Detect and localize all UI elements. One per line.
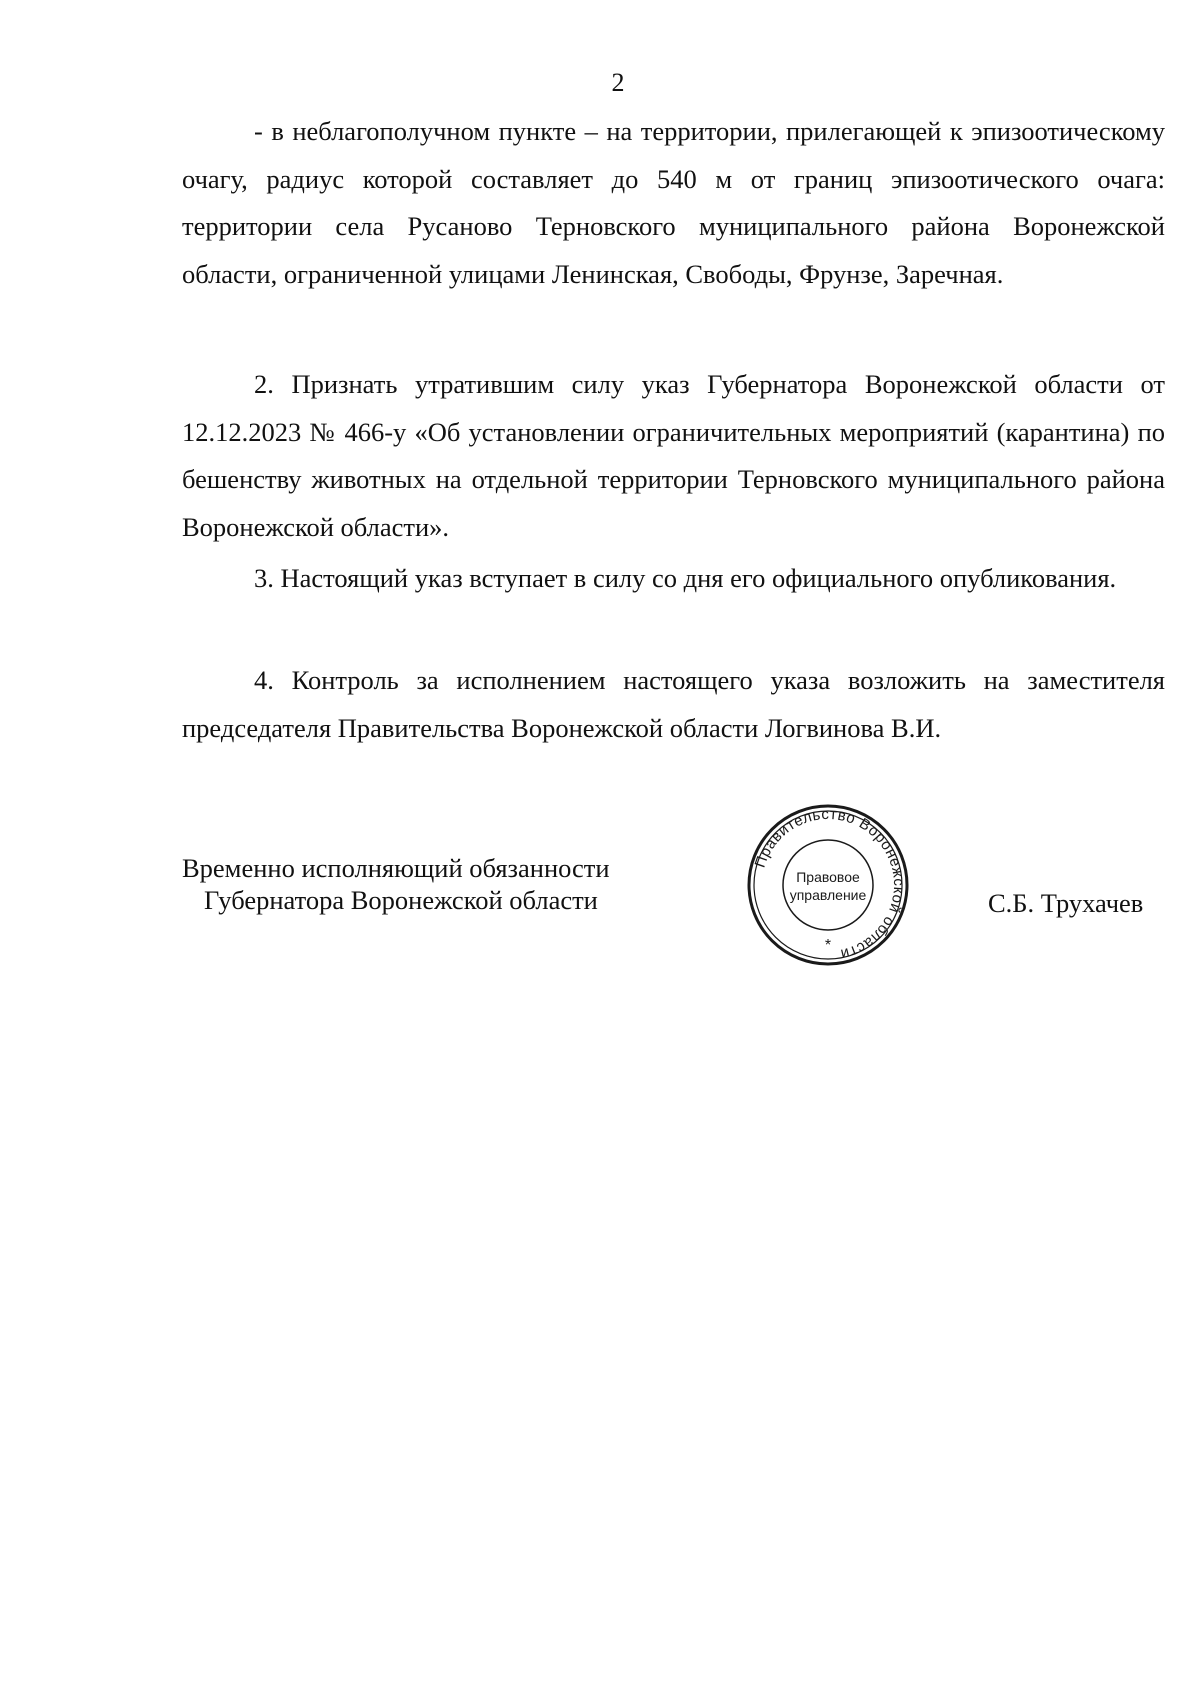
paragraph-entry-into-force: 3. Настоящий указ вступает в силу со дня его официального опубликования. — [254, 563, 1117, 593]
stamp-center-line1: Правовое — [796, 869, 860, 885]
signatory-title-line2: Губернатора Воронежской области — [204, 885, 598, 915]
stamp-ring-text: Правительство Воронежской области — [751, 805, 908, 963]
signatory-title — [182, 852, 652, 916]
page-number: 2 — [611, 68, 625, 97]
stamp-star: * — [824, 937, 832, 954]
signatory-title-line1: Временно исполняющий обязанности — [182, 853, 610, 883]
official-seal-stamp — [746, 803, 910, 967]
stamp-center-line2: управление — [789, 887, 867, 903]
paragraph-control: 4. Контроль за исполнением настоящего указа возложить на заместителя председателя Правительства Воронежской области Логвинова В.И. — [182, 665, 1165, 743]
paragraph-territory: - в неблагополучном пункте – на территории, прилегающей к эпизоотическому очагу, радиус которой составляет до 540 м от границ эпизоотического очага: территории села Русаново Терновского муниципального района Воронежской области, ограниченной улицами Ленинская, Свободы, Фрунзе, Заречная. — [182, 116, 1165, 289]
paragraph-repeal: 2. Признать утратившим силу указ Губернатора Воронежской области от 12.12.2023 № 466-у «Об установлении ограничительных мероприятий (карантина) по бешенству животных на отдельной территории Терновского муниципального района Воронежской области». — [182, 369, 1165, 542]
signatory-name: С.Б. Трухачев — [988, 888, 1144, 918]
